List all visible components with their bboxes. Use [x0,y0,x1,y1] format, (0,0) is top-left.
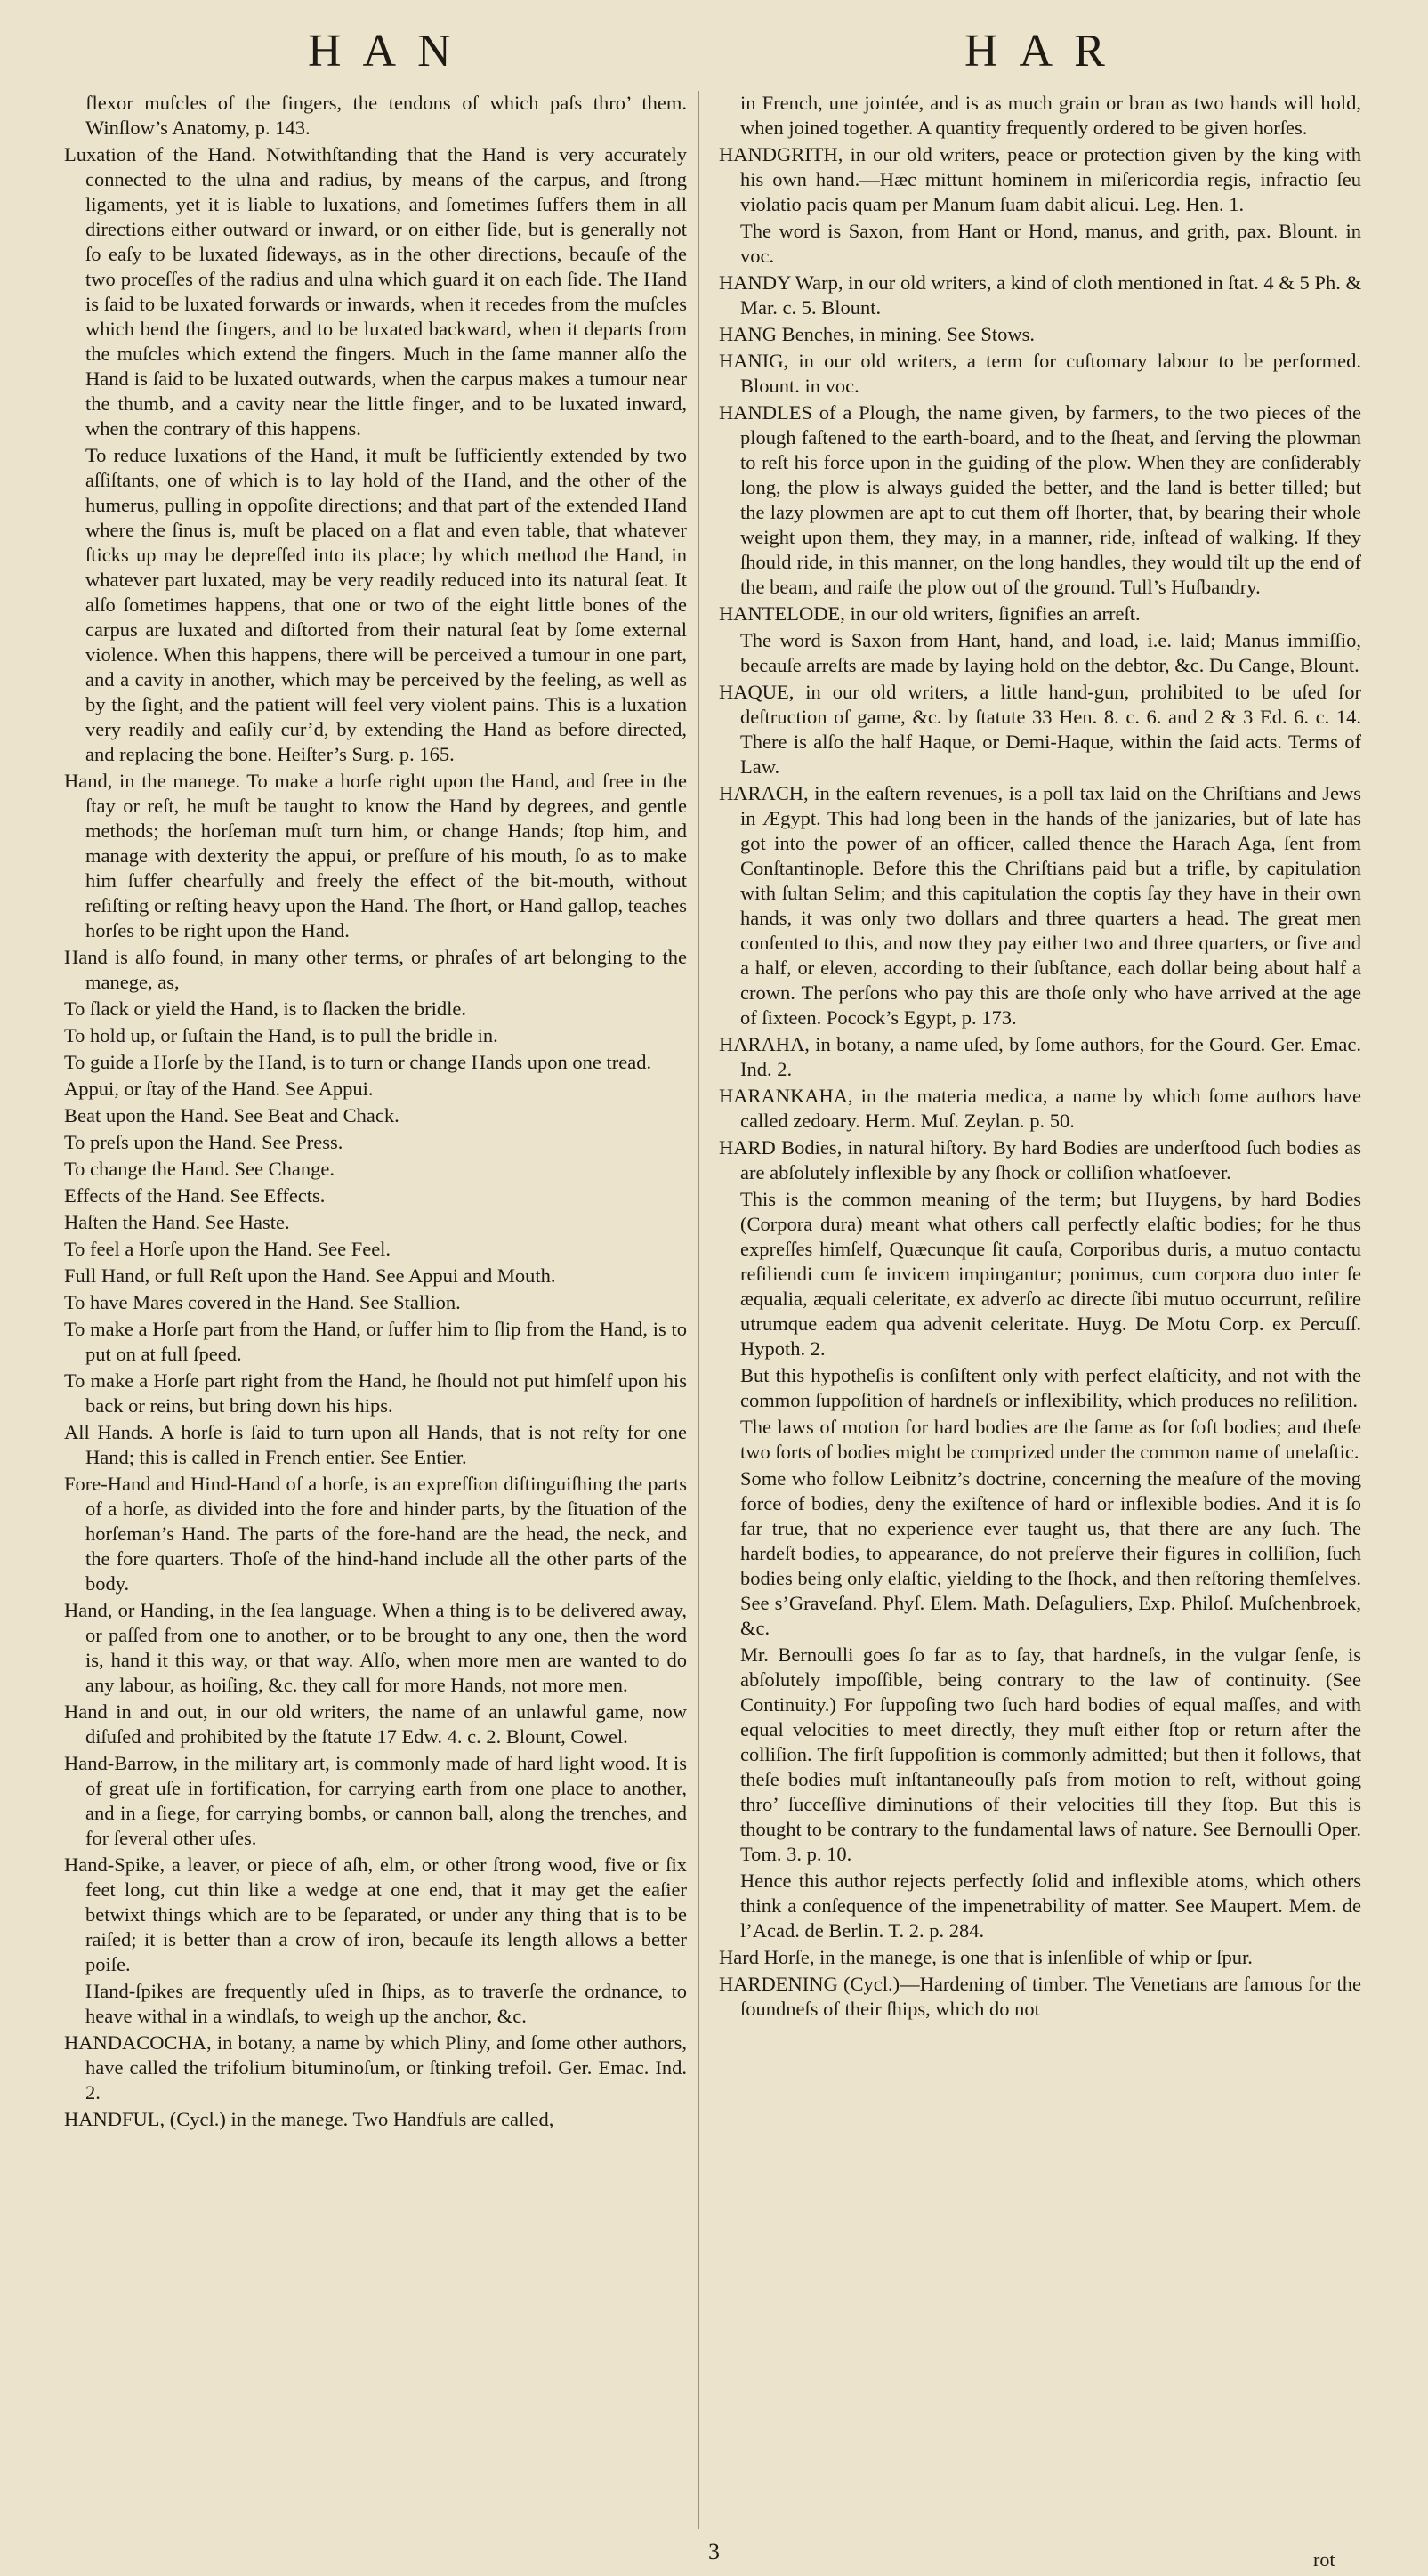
entry-paragraph: in French, une jointée, and is as much grain or bran as two hands will hold, when joined together. A quantity frequently ordered to be given horſes. [740,92,1361,139]
entry-paragraph: Beat upon the Hand. See Beat and Chack. [64,1104,399,1126]
entry-paragraph: All Hands. A horſe is ſaid to turn upon all Hands, that is not reſty for one Hand; this is called in French entier. See Entier. [64,1421,687,1468]
entry-paragraph: To make a Horſe part right from the Hand, he ſhould not put himſelf upon his back or reins, but bring down his hips. [64,1369,687,1417]
entry-paragraph: HANG Benches, in mining. See Stows. [719,323,1035,345]
entry-paragraph: Hard Horſe, in the manege, is one that is inſenſible of whip or ſpur. [719,1946,1253,1968]
entry-paragraph: Haſten the Hand. See Haste. [64,1211,290,1233]
entry-paragraph: HARDENING (Cycl.)—Hardening of timber. The Venetians are famous for the ſoundneſs of their ſhips, which do not [719,1973,1361,2020]
left-column [64,91,687,2529]
entry-paragraph: HARACH, in the eaſtern revenues, is a poll tax laid on the Chriſtians and Jews in Ægypt. This had long been in the hands of the janizaries, but of late has got into the power of an officer, called thence the Harach Aga, ſent from Conſtantinople. Before this the Chriſtians paid but a trifle, by capitulation with ſultan Selim; and this capitulation the coptis ſay they have in their own hands, it was only two dollars and three quarters a head. The great men conſented to this, and now they pay either two and three quarters, or five and a half, or eleven, according to their ſubſtance, each dollar being about half a crown. The perſons who pay this are thoſe only who have arrived at the age of ſixteen. Pocock’s Egypt, p. 173. [719,782,1361,1029]
entry-paragraph: To change the Hand. See Change. [64,1158,335,1180]
entry-paragraph: Hand, or Handing, in the ſea language. When a thing is to be delivered away, or paſſed from one to another, or to be brought to any one, then the word is, hand it this way, or that way. Alſo, when more men are wanted to do any labour, as hoiſing, &c. they call for more Hands, not more men. [64,1599,687,1696]
entry-paragraph: HANTELODE, in our old writers, ſignifies an arreſt. [719,602,1141,625]
entry-paragraph: To feel a Horſe upon the Hand. See Feel. [64,1238,391,1260]
entry-paragraph: Some who follow Leibnitz’s doctrine, concerning the meaſure of the moving force of bodies, deny the exiſtence of hard or inflexible bodies. And it is ſo far true, that no experience ever taught us, that there are any ſuch. The hardeſt bodies, to appearance, do not preſerve their figures in colliſion, ſuch bodies being only elaſtic, yielding to the ſhock, and then reſtoring themſelves. See s’Graveſand. Phyſ. Elem. Math. Deſaguliers, Exp. Philoſ. Muſchenbroek, &c. [740,1467,1361,1639]
running-head-right: HAR [964,26,1126,77]
entry-paragraph: HARANKAHA, in the materia medica, a name by which ſome authors have called zedoary. Herm. Muſ. Zeylan. p. 50. [719,1085,1361,1132]
entry-paragraph: To hold up, or ſuſtain the Hand, is to pull the bridle in. [64,1024,498,1046]
entry-paragraph: Hand-Barrow, in the military art, is commonly made of hard light wood. It is of great uſe in fortification, for carrying earth from one place to another, and in a ſiege, for carrying bombs, or cannon ball, along the trenches, and for ſeveral other uſes. [64,1752,687,1849]
entry-paragraph: Full Hand, or full Reſt upon the Hand. See Appui and Mouth. [64,1264,556,1287]
entry-paragraph: To have Mares covered in the Hand. See Stallion. [64,1291,461,1313]
catchword: rot [1313,2548,1335,2571]
entry-paragraph: The laws of motion for hard bodies are the ſame as for ſoft bodies; and theſe two ſorts of bodies might be comprized under the common name of unelaſtic. [740,1416,1361,1463]
entry-paragraph: Luxation of the Hand. Notwithſtanding that the Hand is very accurately connected to the ulna and radius, by means of the carpus, and ſtrong ligaments, yet it is liable to luxations, and ſometimes ſuffers them in all directions either outward or inward, or on either ſide, but is generally not ſo eaſy to be luxated ſideways, as in the other directions, becauſe of the two proceſſes of the radius and ulna which guard it on each ſide. The Hand is ſaid to be luxated forwards or inwards, when it recedes from the muſcles which bend the fingers, and to be luxated backward, when it departs from the muſcles which extend the fingers. Much in the ſame manner alſo the Hand is ſaid to be luxated outwards, when the carpus makes a tumour near the thumb, and a cavity near the little finger, and to be luxated inward, when the contrary of this happens. [64,143,687,440]
entry-paragraph: To preſs upon the Hand. See Press. [64,1131,343,1153]
entry-paragraph: HANDFUL, (Cycl.) in the manege. Two Handfuls are called, [64,2108,554,2130]
right-column [719,91,1361,2529]
entry-paragraph: To make a Horſe part from the Hand, or ſuffer him to ſlip from the Hand, is to put on at full ſpeed. [64,1318,687,1365]
entry-paragraph: To guide a Horſe by the Hand, is to turn or change Hands upon one tread. [64,1051,652,1073]
entry-paragraph: HARD Bodies, in natural hiſtory. By hard Bodies are underſtood ſuch bodies as are abſolutely inflexible by any ſhock or colliſion whatſoever. [719,1136,1361,1183]
entry-paragraph: HAQUE, in our old writers, a little hand-gun, prohibited to be uſed for deſtruction of game, &c. by ſtatute 33 Hen. 8. c. 6. and 2 & 3 Ed. 6. c. 14. There is alſo the half Haque, or Demi-Haque, within the ſaid acts. Terms of Law. [719,681,1361,778]
entry-paragraph: Mr. Bernoulli goes ſo far as to ſay, that hardneſs, in the vulgar ſenſe, is abſolutely impoſſible, being contrary to the law of continuity. (See Continuity.) For ſuppoſing two ſuch hard bodies of equal maſſes, and with equal velocities to meet directly, they muſt either ſtop or return after the colliſion. The firſt ſuppoſition is commonly admitted; but then it follows, that theſe bodies muſt inſtantaneouſly paſs from motion to reſt, without going thro’ ſucceſſive diminutions of their velocities till they ſtop. But this is thought to be contrary to the fundamental laws of nature. See Bernoulli Oper. Tom. 3. p. 10. [740,1643,1361,1865]
entry-paragraph: flexor muſcles of the fingers, the tendons of which paſs thro’ them. Winſlow’s Anatomy, p. 143. [85,92,687,139]
entry-paragraph: The word is Saxon, from Hant or Hond, manus, and grith, pax. Blount. in voc. [740,220,1361,267]
entry-paragraph: HARAHA, in botany, a name uſed, by ſome authors, for the Gourd. Ger. Emac. Ind. 2. [719,1033,1361,1080]
column-rule [698,91,699,2529]
page-number: 3 [708,2539,720,2564]
entry-paragraph: Hand is alſo found, in many other terms, or phraſes of art belonging to the manege, as, [64,946,687,993]
entry-paragraph: To ſlack or yield the Hand, is to ſlacken the bridle. [64,997,467,1020]
entry-paragraph: Appui, or ſtay of the Hand. See Appui. [64,1078,374,1100]
entry-paragraph: The word is Saxon from Hant, hand, and load, i.e. laid; Manus immiſſio, becauſe arreſts are made by laying hold on the debtor, &c. Du Cange, Blount. [740,629,1361,676]
entry-paragraph: HANDACOCHA, in botany, a name by which Pliny, and ſome other authors, have called the trifolium bituminoſum, or ſtinking trefoil. Ger. Emac. Ind. 2. [64,2031,687,2104]
entry-paragraph: But this hypotheſis is conſiſtent only with perfect elaſticity, and not with the common ſuppoſition of hardneſs or inflexibility, which produces no reſilition. [740,1364,1361,1411]
entry-paragraph: HANDY Warp, in our old writers, a kind of cloth mentioned in ſtat. 4 & 5 Ph. & Mar. c. 5. Blount. [719,271,1361,319]
entry-paragraph: Hand, in the manege. To make a horſe right upon the Hand, and free in the ſtay or reſt, he muſt be taught to know the Hand by degrees, and gentle methods; the horſeman muſt turn him, or change Hands; ſtop him, and manage with dexterity the appui, or preſſure of his mouth, ſo as to make him ſuffer chearfully and freely the effect of the bit-mouth, without reſiſting or reſting heavy upon the Hand. The ſhort, or Hand gallop, teaches horſes to be right upon the Hand. [64,770,687,941]
entry-paragraph: To reduce luxations of the Hand, it muſt be ſufficiently extended by two aſſiſtants, one of which is to lay hold of the Hand, and the other of the humerus, pulling in oppoſite directions; and that part of the extended Hand where the ſinus is, muſt be placed on a flat and even table, that whatever ſticks up may be depreſſed into its place; by which method the Hand, in whatever part luxated, may be very readily reduced into its natural ſeat. It alſo ſometimes happens, that one or two of the eight little bones of the carpus are luxated and diſtorted from their natural ſeat by ſome external violence. When this happens, there will be perceived a tumour in one part, and a cavity in another, which may be perceived by the feeling, as well as by the ſight, and the patient will feel very violent pains. This is a luxation very readily and eaſily cur’d, by extending the Hand as before directed, and replacing the bone. Heiſter’s Surg. p. 165. [85,444,687,765]
entry-paragraph: HANIG, in our old writers, a term for cuſtomary labour to be performed. Blount. in voc. [719,350,1361,397]
entry-paragraph: Hand-Spike, a leaver, or piece of aſh, elm, or other ſtrong wood, five or ſix feet long, cut thin like a wedge at one end, that it may get the eaſier betwixt things which are to be ſeparated, or under any thing that is to be raiſed; it is better than a crow of iron, becauſe its length allows a better poiſe. [64,1853,687,1975]
entry-paragraph: HANDGRITH, in our old writers, peace or protection given by the king with his own hand.—Hæc mittunt hominem in miſericordia regis, infractio ſeu violatio pacis quam per Manum ſuam dabit alicui. Leg. Hen. 1. [719,143,1361,215]
entry-paragraph: Hand in and out, in our old writers, the name of an unlawful game, now diſuſed and prohibited by the ſtatute 17 Edw. 4. c. 2. Blount, Cowel. [64,1700,687,1748]
entry-paragraph: This is the common meaning of the term; but Huygens, by hard Bodies (Corpora dura) meant what others call perfectly elaſtic bodies; for he thus expreſſes himſelf, Quæcunque ſit cauſa, Corporibus duris, a mutuo contactu reſiliendi cum ſe invicem impingantur; ponimus, cum corpora duo inter ſe æqualia, æquali celeritate, ex adverſo ac directe ſibi mutuo occurrunt, reſilire utrumque eadem qua advenit celeritate. Huyg. De Motu Corp. ex Percuſſ. Hypoth. 2. [740,1188,1361,1360]
entry-paragraph: Effects of the Hand. See Effects. [64,1184,326,1207]
entry-paragraph: HANDLES of a Plough, the name given, by farmers, to the two pieces of the plough faſtened to the earth-board, and to the ſheat, and ſerving the plowman to reſt his force upon in the guiding of the plow. When they are conſiderably long, the plow is always guided the better, and the land is better tilled; but the lazy plowmen are apt to cut them off ſhorter, that, by bearing their whole weight upon them, they may, in a manner, ride, inſtead of walking. If they ſhould ride, in this manner, on the long handles, they would tilt up the end of the beam, and raiſe the plow out of the ground. Tull’s Huſbandry. [719,401,1361,598]
entry-paragraph: Fore-Hand and Hind-Hand of a horſe, is an expreſſion diſtinguiſhing the parts of a horſe, as divided into the fore and hinder parts, by the ſituation of the horſeman’s Hand. The parts of the fore-hand are the head, the neck, and the fore quarters. Thoſe of the hind-hand include all the other parts of the body. [64,1473,687,1595]
entry-paragraph: Hence this author rejects perfectly ſolid and inflexible atoms, which others think a conſequence of the impenetrability of matter. See Maupert. Mem. de l’Acad. de Berlin. T. 2. p. 284. [740,1869,1361,1942]
entry-paragraph: Hand-ſpikes are frequently uſed in ſhips, as to traverſe the ordnance, to heave withal in a windlaſs, to weigh up the anchor, &c. [85,1980,687,2027]
running-head-left: HAN [308,26,472,77]
